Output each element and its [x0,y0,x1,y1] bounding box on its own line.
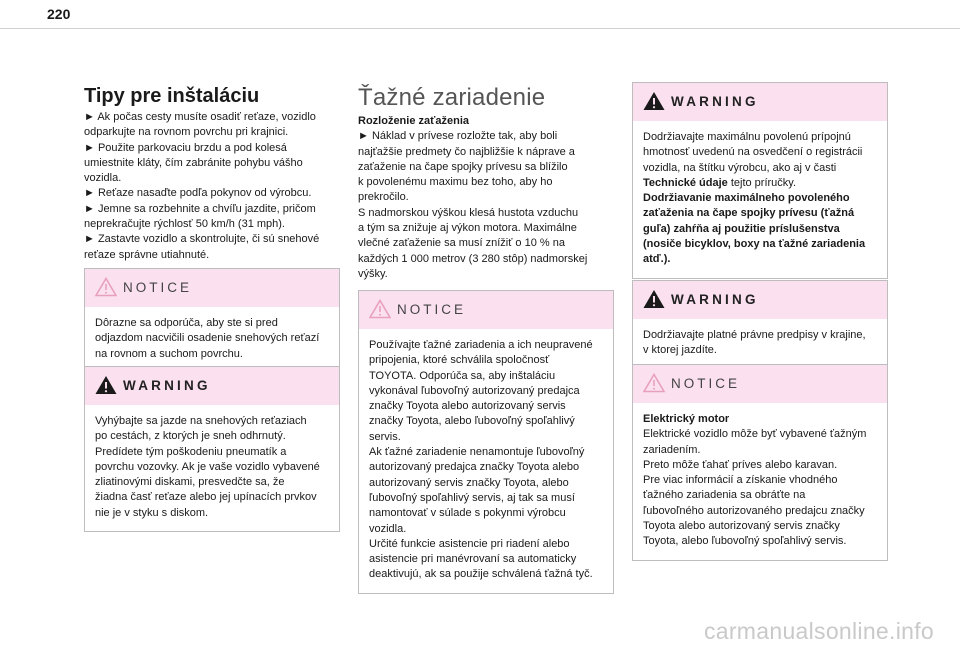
watermark: carmanualsonline.info [703,618,934,644]
warning-label: WARNING [671,292,759,307]
text-line: ťažného zariadenia sa obráťte na [643,489,806,502]
text-line: pripojenia, ktoré schválila spoločnosť [369,354,550,367]
warning-icon [95,375,117,395]
notice-box-header [359,291,613,329]
warning-label: WARNING [123,378,211,393]
warning-icon [643,91,665,111]
notice-label: NOTICE [123,280,193,295]
notice-icon [95,277,117,297]
warning-icon [643,289,665,309]
notice-box-header [633,365,887,403]
text-line: vozidla. [369,522,407,535]
text-line: ľubovoľného autorizovaného predajcu značky [643,504,865,517]
text-line: guľa) zahŕňa aj použitie príslušenstva [643,222,840,235]
notice-box-text [359,329,613,593]
text-line: po cestách, z ktorých je sneh odhrnutý. [95,430,286,443]
text-line: Dodržiavanie maximálneho povoleného [643,192,850,205]
page-number: 220 [47,6,71,22]
load-distribution-heading: Rozloženie zaťaženia [358,115,470,127]
text-line: Určité funkcie asistencie pri riadení alebo [369,537,570,550]
text-line: Toyota alebo autorizovaný servis značky [643,520,840,533]
text-line: umiestnite kláty, čím zabránite pohybu vášho [84,156,303,169]
text-line: Preto môže ťahať príves alebo karavan. [643,458,838,471]
text-line: asistencie pri manévrovaní sa automaticky [369,553,577,566]
text-line: Ak ťažné zariadenie nenamontuje ľubovoľný [369,446,585,459]
technical-data-ref: Technické údaje [643,176,728,189]
text-line: nie je v styku s diskom. [95,506,209,519]
notice-label: NOTICE [397,302,467,317]
text-line: ► Ak počas cesty musíte osadiť reťaze, vozidlo [84,111,316,123]
notice-box-header [85,269,339,307]
warning-box-max-weight [632,82,888,279]
text-line: Používajte ťažné zariadenia a ich neupravené [369,339,593,351]
text-line: ► Náklad v prívese rozložte tak, aby boli [358,130,558,143]
text-line: odjazdom nacvičili osadenie snehových reťazí [95,332,320,345]
text-line: vlečné zaťaženie sa musí znížiť o 10 % na [358,237,565,250]
notice-box-text [85,307,339,372]
text-line: ► Použite parkovaciu brzdu a pod kolesá [84,141,287,154]
text-line: značky Toyota, alebo ľubovoľný spoľahlivý [369,415,575,428]
text-line: vykonával ľubovoľný autorizovaný predajca [369,384,580,397]
text-line: TOYOTA. Odporúča sa, aby inštaláciu [369,369,556,382]
notice-label: NOTICE [671,376,741,391]
installation-tips-text [84,110,340,263]
warning-box-header [633,281,887,319]
notice-icon [369,299,391,319]
warning-box-text [85,405,339,531]
text-line: výšky. [358,267,388,280]
text-line: každých 1 000 metrov (3 280 stôp) nadmorskej [358,252,588,265]
text-line: Pre viac informácií a získanie vhodného [643,474,838,487]
text-line: v ktorej jazdíte. [643,344,717,357]
text-line: prekročilo. [358,191,409,204]
text-line: Predídete tým poškodeniu pneumatík a [95,445,287,458]
text-line: a tým sa znižuje aj výkon motora. Maximálne [358,222,577,235]
text-line: Elektrické vozidlo môže byť vybavené ťažným [643,428,867,441]
warning-box-header [85,367,339,405]
electric-motor-heading: Elektrický motor [643,413,730,425]
text-line: Dôrazne sa odporúča, aby ste si pred [95,317,278,329]
text-line: značky Toyota alebo autorizovaný servis [369,400,566,413]
notice-box-practice [84,268,340,373]
warning-box-legal [632,280,888,370]
header-rule [0,28,960,29]
warning-box-chains [84,366,340,532]
text-line: Toyota, alebo ľubovoľný spoľahlivý servis. [643,535,847,548]
notice-box-text [633,403,887,560]
text-line: autorizovaný predajca značky Toyota alebo [369,461,580,474]
text-line: povrchu vozovky. Ak je vaše vozidlo vybavené [95,460,320,473]
section-title-towing-device: Ťažné zariadenie [358,84,546,111]
text-line: neprekračujte rýchlosť 50 km/h (31 mph). [84,218,285,231]
notice-box-towing [358,290,614,594]
text-line: ► Zastavte vozidlo a skontrolujte, či sú snehové [84,233,320,246]
warning-label: WARNING [671,94,759,109]
text-line: namontovať v súlade s pokynmi výrobcu [369,507,566,520]
text-line: zliatinovými diskami, presvedčte sa, že [95,476,285,489]
text-line: servis. [369,430,401,443]
text-line: reťaze správne utiahnuté. [84,248,210,261]
text-line: žiadna časť reťaze alebo jej upínacích prvkov [95,491,317,504]
load-distribution-text [358,114,614,282]
text-line: na rovnom a suchom povrchu. [95,347,243,360]
section-title-installation-tips: Tipy pre inštaláciu [84,85,260,107]
text-line: zariadením. [643,443,701,456]
notice-box-electric [632,364,888,561]
text-line: deaktivujú, ak sa použije schválená ťažná tyč. [369,568,593,581]
text-line: k povolenému maximu bez toho, aby ho [358,176,553,189]
text-line: ľubovoľný spoľahlivý servis, aj tak sa musí [369,491,575,504]
text-line: zaťaženie na čape spojky prívesu sa blížilo [358,160,568,173]
text-line: najťažšie predmety čo najbližšie k náprave a [358,145,575,158]
warning-box-header [633,83,887,121]
text-line: Dodržiavajte platné právne predpisy v krajine, [643,329,866,341]
text-line: odparkujte na rovnom povrchu pri krajnici. [84,126,289,139]
text-line: autorizovaný servis značky Toyota, alebo [369,476,569,489]
warning-box-text: Dodržiavajte maximálnu povolenú prípojnú hmotnosť uvedenú na osvedčení o registrácii vozidla, na štítku výrobcu, ako aj v časti Technické údaje tejto príručky. Dodržiavanie maximálneho povoleného zaťaženia na čape spojky prívesu (ťažná guľa) zahŕňa aj použitie príslušenstva (nosiče bicyklov, boxy na ťažné zariadenia atď.). [633,121,887,278]
text-line: zaťaženia na čape spojky prívesu (ťažná [643,207,855,220]
text-line: ► Jemne sa rozbehnite a chvíľu jazdite, pričom [84,202,316,215]
text-line: S nadmorskou výškou klesá hustota vzduchu [358,206,579,219]
warning-box-text [633,319,887,369]
text-line: Vyhýbajte sa jazde na snehových reťaziach [95,415,307,427]
text-line: (nosiče bicyklov, boxy na ťažné zariadenia [643,238,866,251]
text-line: atď.). [643,253,671,266]
text-line: ► Reťaze nasaďte podľa pokynov od výrobcu. [84,187,312,200]
text-line: vozidla. [84,172,122,185]
notice-icon [643,373,665,393]
